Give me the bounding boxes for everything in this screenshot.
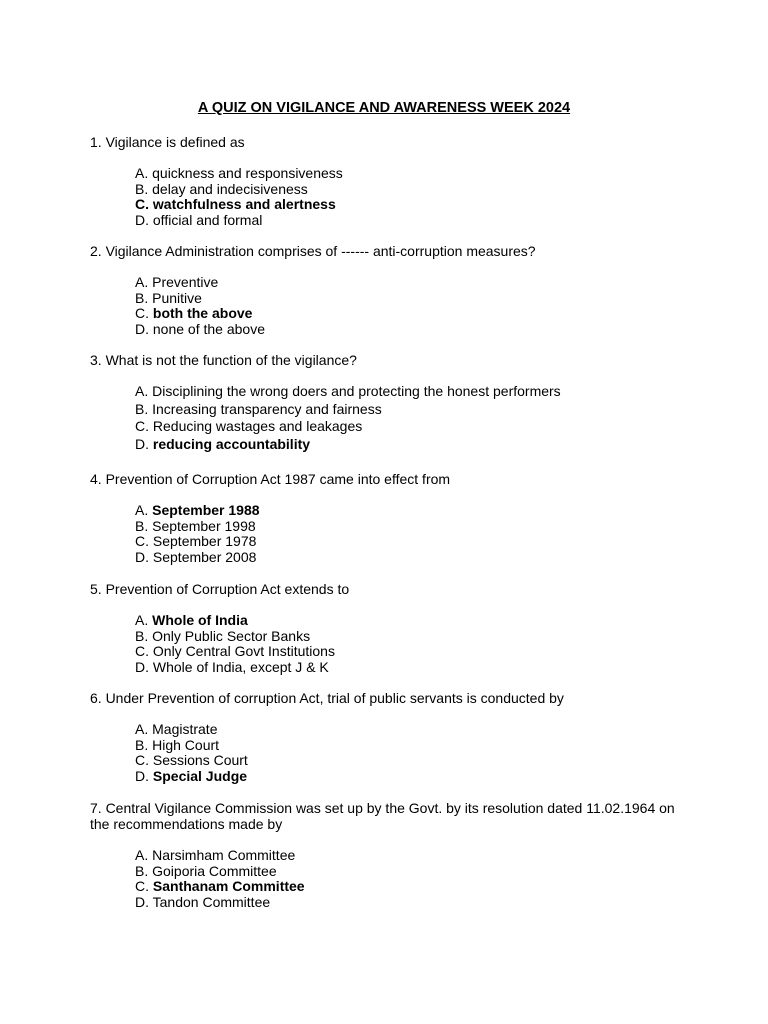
question-4-options [135, 502, 260, 564]
option-6b: B. High Court [135, 736, 220, 753]
option-3d-answer: D. reducing accountability [135, 435, 311, 452]
option-7d: D. Tandon Committee [135, 893, 271, 910]
question-7-options [135, 847, 305, 909]
option-3b: B. Increasing transparency and fairness [135, 400, 382, 417]
option-1b: B. delay and indecisiveness [135, 180, 308, 197]
option-1d: D. official and formal [135, 211, 263, 228]
option-2d: D. none of the above [135, 320, 265, 337]
option-2c-answer: C. both the above [135, 305, 253, 322]
option-5d: D. Whole of India, except J & K [135, 658, 329, 675]
option-6c: C. Sessions Court [135, 752, 248, 769]
question-6: 6. Under Prevention of corruption Act, trial of public servants is conducted by [90, 690, 564, 706]
option-3c: C. Reducing wastages and leakages [135, 418, 363, 434]
option-6d-answer: D. Special Judge [135, 767, 248, 784]
question-2: 2. Vigilance Administration comprises of ------ anti-corruption measures? [90, 243, 536, 259]
option-2b: B. Punitive [135, 289, 202, 306]
option-7c-answer: C. Santhanam Committee [135, 878, 305, 895]
option-1a: A. quickness and responsiveness [135, 165, 343, 181]
option-1c-answer: C. watchfulness and alertness [135, 196, 336, 213]
option-4d: D. September 2008 [135, 548, 257, 565]
question-5: 5. Prevention of Corruption Act extends to [90, 581, 350, 597]
question-1-options [135, 165, 343, 227]
option-2a: A. Preventive [135, 274, 219, 290]
option-4b: B. September 1998 [135, 517, 256, 534]
option-5b: B. Only Public Sector Banks [135, 627, 311, 644]
option-7a: A. Narsimham Committee [135, 847, 296, 863]
question-3: 3. What is not the function of the vigilance? [90, 352, 357, 368]
document-title: A QUIZ ON VIGILANCE AND AWARENESS WEEK 2024 [197, 100, 571, 116]
question-7: 7. Central Vigilance Commission was set up by the Govt. by its resolution dated 11.02.1964 on the recommendations made by [90, 800, 675, 832]
option-5a-answer: A. Whole of India [135, 612, 248, 628]
question-4: 4. Prevention of Corruption Act 1987 came into effect from [90, 471, 451, 487]
option-4a-answer: A. September 1988 [135, 502, 260, 518]
option-3a: A. Disciplining the wrong doers and protecting the honest performers [135, 383, 561, 399]
question-6-options [135, 721, 248, 783]
option-7b: B. Goiporia Committee [135, 862, 277, 879]
option-4c: C. September 1978 [135, 533, 257, 550]
option-6a: A. Magistrate [135, 721, 218, 737]
question-5-options [135, 612, 335, 674]
question-3-options [135, 383, 561, 453]
question-2-options [135, 274, 265, 336]
question-1: 1. Vigilance is defined as [90, 134, 245, 150]
option-5c: C. Only Central Govt Institutions [135, 643, 335, 660]
